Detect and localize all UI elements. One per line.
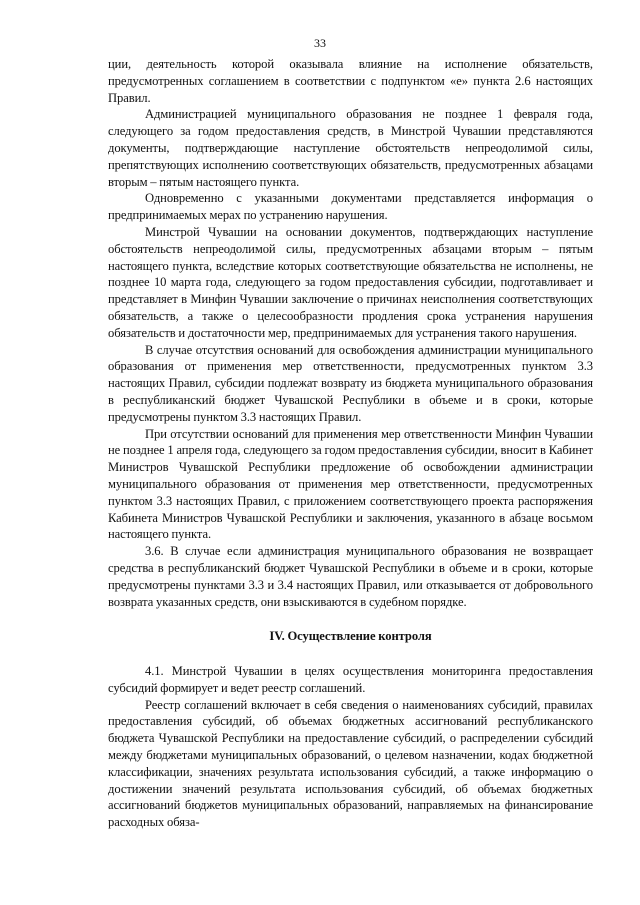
paragraph: 3.6. В случае если администрация муниципального образования не возвращает средства в республиканский бюджет Чувашской Республики в объеме и в сроки, которые предусмотрены пунктами 3.3 и 3.4 настоящих Правил, или отказывается от добровольного возврата указанных средств, они взыскиваются в судебном порядке. — [108, 544, 593, 609]
paragraph: 4.1. Минстрой Чувашии в целях осуществления мониторинга предоставления субсидий формирует и ведет реестр соглашений. — [108, 664, 593, 695]
paragraph: При отсутствии оснований для применения мер ответственности Минфин Чувашии не позднее 1 апреля года, следующего за годом предоставления субсидии, вносит в Кабинет Министров Чувашской Республики предложение об освобождении администрации муниципального образования от применения мер ответственности, предусмотренных пунктом 3.3 настоящих Правил, с приложением соответствующего проекта распоряжения Кабинета Министров Чувашской Республики и заключения, указанного в абзаце восьмом настоящего пункта. — [108, 426, 593, 542]
paragraph: В случае отсутствия оснований для освобождения администрации муниципального образования от применения мер ответственности, предусмотренных пунктом 3.3 настоящих Правил, субсидии подлежат возврату из бюджета муниципального образования в республиканский бюджет Чувашской Республики в объеме и в сроки, которые предусмотрены пунктом 3.3 настоящих Правил. — [108, 342, 593, 424]
paragraph: Минстрой Чувашии на основании документов, подтверждающих наступление обстоятельств непреодолимой силы, предусмотренных абзацами вторым – пятым настоящего пункта, вследствие которых соответствующие обязательства не исполнены, не позднее 10 марта года, следующего за годом предоставления субсидии, подготавливает и представляет в Минфин Чувашии заключение о причинах неисполнения соответствующих обязательств, а также о целесообразности продления срока устранения нарушения обязательств и достаточности мер, предпринимаемых для устранения такого нарушения. — [108, 224, 593, 340]
page-number: 33 — [314, 36, 326, 50]
section-heading: IV. Осуществление контроля — [269, 629, 432, 644]
paragraph: Администрацией муниципального образования не позднее 1 февраля года, следующего за годом предоставления средств, в Минстрой Чувашии представляются документы, подтверждающие наступление обстоятельств непреодолимой силы, препятствующих исполнению соответствующих обязательств, предусмотренных абзацами вторым – пятым настоящего пункта. — [108, 107, 593, 189]
document-body — [108, 56, 593, 831]
paragraph: Реестр соглашений включает в себя сведения о наименованиях субсидий, правилах предоставления субсидий, об объемах бюджетных ассигнований республиканского бюджета Чувашской Республики на предоставление субсидий, о распределении субсидий между бюджетами муниципальных образований, о целевом назначении, кодах бюджетной классификации, значениях результата использования субсидий, а также информацию о достижении значений результата использования субсидий, об объемах бюджетных ассигнований бюджетов муниципальных образований, направляемых на финансирование расходных обяза- — [108, 697, 593, 830]
paragraph: ции, деятельность которой оказывала влияние на исполнение обязательств, предусмотренных соглашением в соответствии с подпунктом «е» пункта 2.6 настоящих Правил. — [108, 57, 593, 105]
paragraph: Одновременно с указанными документами представляется информация о предпринимаемых мерах по устранению нарушения. — [108, 191, 593, 223]
